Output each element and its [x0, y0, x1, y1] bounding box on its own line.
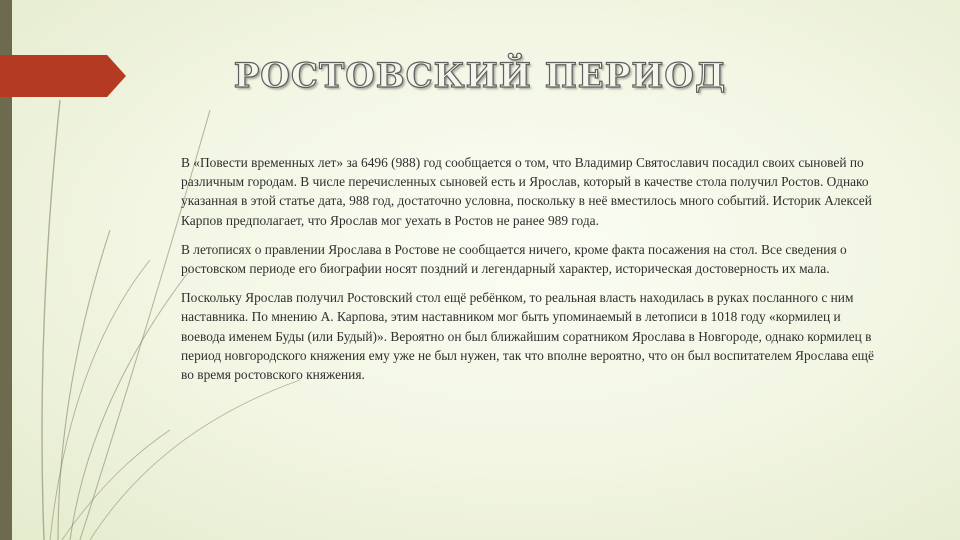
slide-body [181, 153, 881, 394]
slide-title: РОСТОВСКИЙ ПЕРИОД [233, 56, 727, 96]
title-accent-arrow [0, 55, 126, 97]
paragraph-2: В летописях о правлении Ярослава в Ростове не сообщается ничего, кроме факта посажения на стол. Все сведения о ростовском периоде его биографии носят поздний и легендарный характер, историческая достоверность их мала. [181, 241, 847, 277]
paragraph-1: В «Повести временных лет» за 6496 (988) год сообщается о том, что Владимир Святославич посадил своих сыновей по различным городам. В числе перечисленных сыновей есть и Ярослав, который в качестве стола получил Ростов. Однако указанная в этой статье дата, 988 год, достаточно условна, поскольку в неё вместилось много событий. Историк Алексей Карпов предполагает, что Ярослав мог уехать в Ростов не ранее 989 года. [181, 155, 872, 228]
paragraph-3: Поскольку Ярослав получил Ростовский стол ещё ребёнком, то реальная власть находилась в руках посланного с ним наставника. По мнению А. Карпова, этим наставником мог быть упоминаемый в летописи в 1018 году «кормилец и воевода именем Буды (или Будый)». Вероятно он был ближайшим соратником Ярослава в Новгороде, однако кормилец в период новгородского княжения ему уже не был нужен, так что вполне вероятно, что он был воспитателем Ярослава ещё во время ростовского княжения. [181, 290, 874, 383]
